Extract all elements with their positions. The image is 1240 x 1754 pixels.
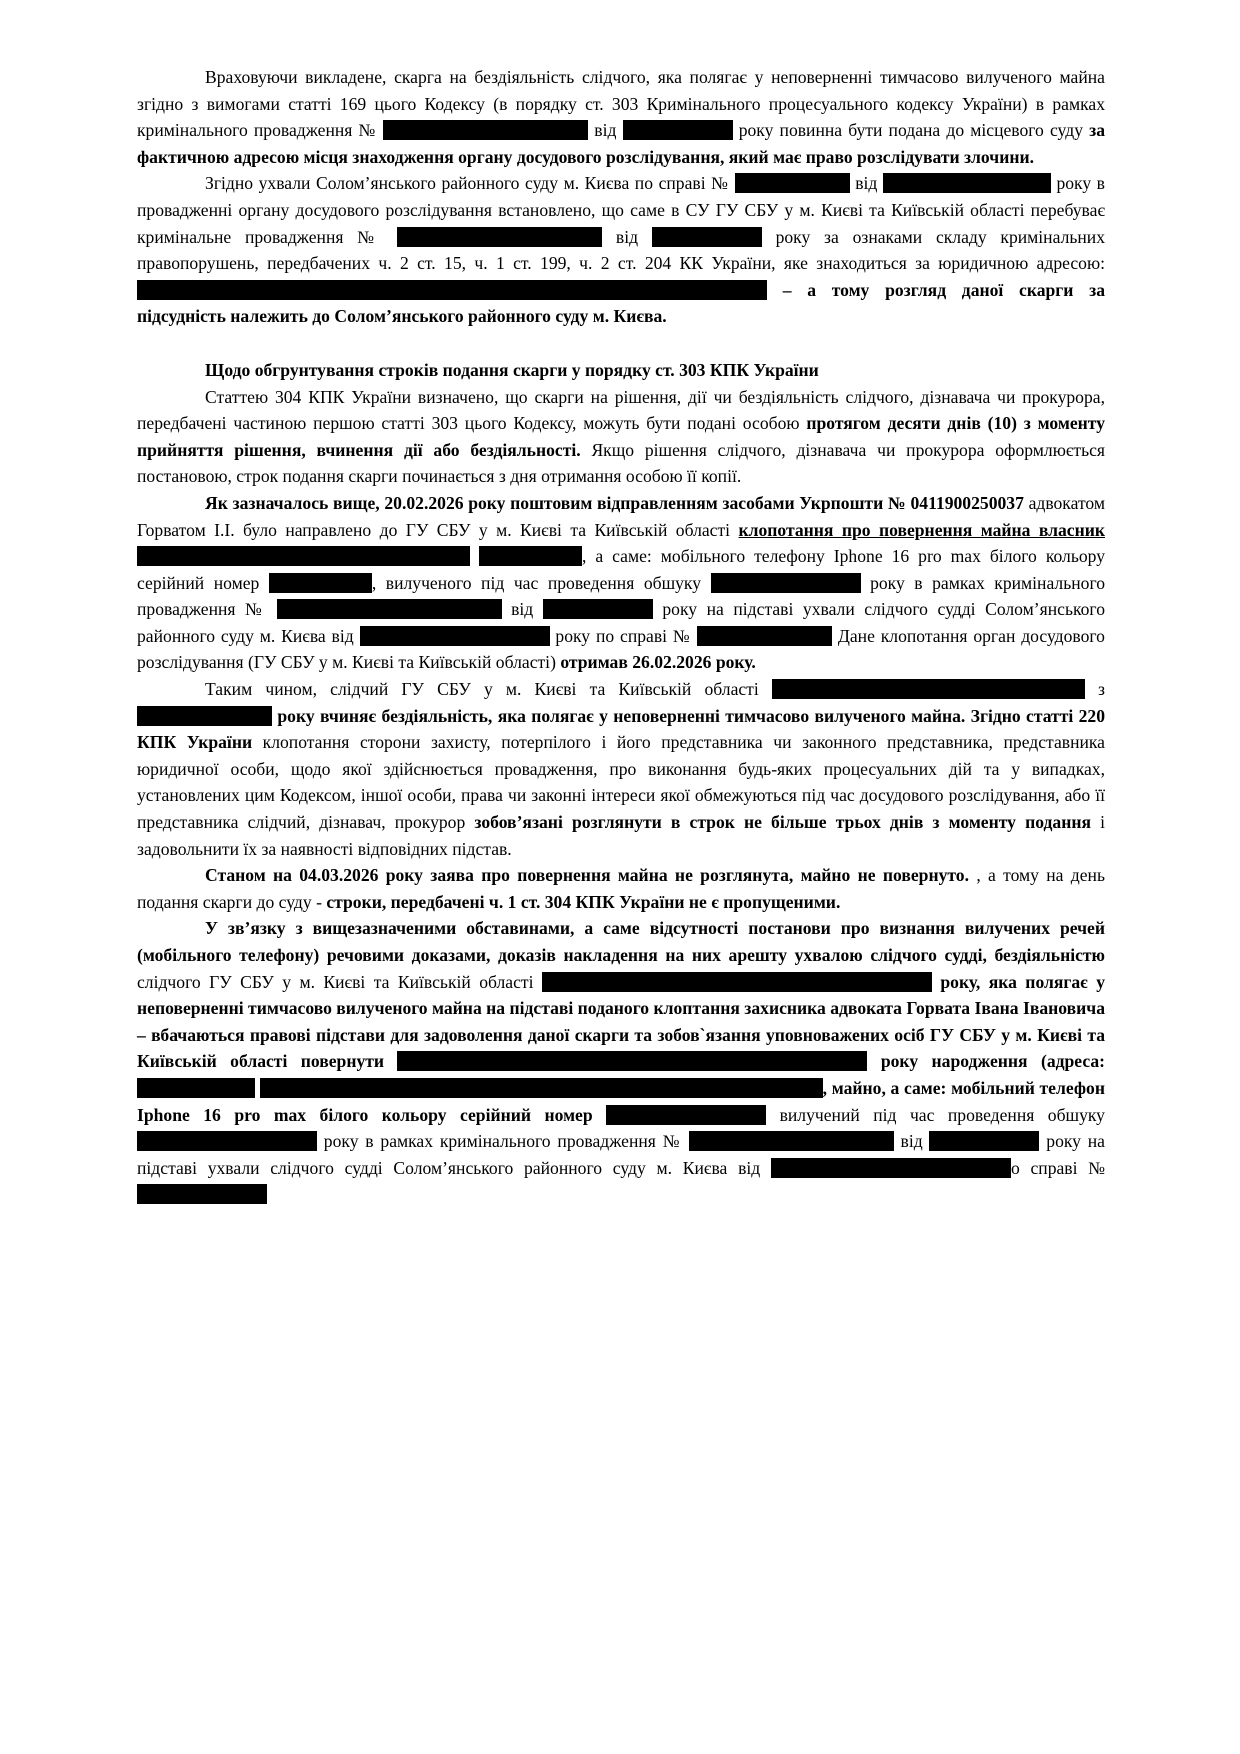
text-run: слідчого ГУ СБУ у м. Києві та Київській області xyxy=(137,971,542,992)
redaction-bar xyxy=(397,1051,867,1071)
redaction-bar xyxy=(260,1078,823,1098)
text-run: зобов’язані розглянути в строк не більше трьох днів з моменту подання xyxy=(474,812,1101,833)
text-run: року народження (адреса: xyxy=(867,1051,1106,1072)
text-run: вилучений під час проведення обшуку xyxy=(766,1104,1105,1125)
text-run: У зв’язку з вищезазначеними обставинами, а саме відсутності постанови про визнання вилучених речей (мобільного телефону) речовими доказами, доказів накладення на них арешту ухвалою слідчого судді, бездіяльністю xyxy=(137,918,1105,965)
text-run: від xyxy=(893,1131,930,1152)
redaction-bar xyxy=(360,626,550,646)
redaction-bar xyxy=(137,1078,255,1098)
paragraph-inactivity xyxy=(137,676,1105,862)
redaction-bar xyxy=(771,1158,1011,1178)
text-run: за фактичною адресою місця знаходження органу досудового розслідування, який має право розслідувати злочини. xyxy=(137,120,1106,167)
redaction-bar xyxy=(277,599,502,619)
paragraph-conclusion xyxy=(137,915,1105,1208)
text-run: року на підставі ухвали слідчого судді Солом’янського районного суду м. Києва від xyxy=(137,1131,1105,1178)
redaction-bar xyxy=(137,706,272,726)
text-run: , вилученого під час проведення обшуку xyxy=(371,572,711,593)
redaction-bar xyxy=(137,1131,317,1151)
redaction-bar xyxy=(137,1184,267,1204)
paragraph-status-date xyxy=(137,862,1105,915)
text-run: клопотання сторони захисту, потерпілого і його представника чи законного представника, представника юридичної особи, щодо якої здійснюється провадження, про виконання будь-яких процесуальних дій та у випадках, установлених цим Кодексом, іншої особи, права чи законні інтереси якої обмежуються під час досудового розслідування, або її представника слідчий, дізнавач, прокурор xyxy=(137,732,1105,833)
redaction-bar xyxy=(383,120,588,140)
redaction-bar xyxy=(137,280,767,300)
text-run: і задовольнити їх за наявності відповідних підстав. xyxy=(137,812,1105,859)
text-run: від xyxy=(602,226,652,247)
text-run: року в рамках кримінального провадження № xyxy=(137,572,1106,620)
text-run: – а тому розгляд даної скарги за підсудність належить до Солом’янського районного суду м. Києва. xyxy=(137,279,1105,327)
text-run: клопотання про повернення майна власник xyxy=(738,519,1106,540)
text-run: Статтею 304 КПК України визначено, що скарги на рішення, дії чи бездіяльність слідчого, дізнавача чи прокурора, передбачені частиною першою статті 303 цього Кодексу, можуть бути подані особою xyxy=(137,386,1105,434)
text-run: від xyxy=(588,120,623,141)
text-run: протягом десяти днів (10) з моменту прийняття рішення, вчинення дії або бездіяльності. xyxy=(137,413,1106,460)
text-run: року повинна бути подана до місцевого суду xyxy=(732,120,1090,141)
redaction-bar xyxy=(542,972,932,992)
text-run: Станом на 04.03.2026 року заява про повернення майна не розглянута, майно не повернуто. xyxy=(205,865,970,886)
redaction-bar xyxy=(479,546,582,566)
text-run: Згідно ухвали Солом’янського районного суду м. Києва по справі № xyxy=(205,173,735,194)
text-run: від xyxy=(849,173,883,194)
text-run: , а саме: мобільного телефону Iphone 16 pro max білого кольору серійний номер xyxy=(137,546,1105,593)
redaction-bar xyxy=(697,626,832,646)
redaction-bar xyxy=(543,599,653,619)
text-run: року в провадженні органу досудового розслідування встановлено, що саме в СУ ГУ СБУ у м. Києві та Київській області перебуває кримінальне провадження № xyxy=(137,173,1105,247)
text-run: Як зазначалось вище, 20.02.2026 року поштовим відправленням засобами Укрпошти № 0411900250037 xyxy=(205,492,1029,513)
text-run: о справі № xyxy=(1010,1157,1106,1178)
document-body xyxy=(137,64,1105,1208)
text-run: року на підставі ухвали слідчого судді Солом’янського районного суду м. Києва від xyxy=(137,599,1105,646)
paragraph-court-ruling xyxy=(137,170,1105,330)
text-run: , майно, а саме: мобільний телефон Iphone 16 pro max білого кольору серійний номер xyxy=(137,1077,1105,1125)
redaction-bar xyxy=(883,173,1051,193)
text-run: року вчиняє бездіяльність, яка полягає у неповерненні тимчасово вилученого майна. Згідно статті 220 КПК України xyxy=(137,705,1105,753)
redaction-bar xyxy=(772,679,1085,699)
text-run: Дане клопотання орган досудового розслідування (ГУ СБУ у м. Києві та Київській області) xyxy=(137,625,1105,673)
text-run: адвокатом Горватом І.І. було направлено до ГУ СБУ у м. Києві та Київській області xyxy=(137,492,1105,540)
text-run: року по справі № xyxy=(549,625,697,646)
redaction-bar xyxy=(623,120,733,140)
redaction-bar xyxy=(606,1105,766,1125)
redaction-bar xyxy=(929,1131,1039,1151)
text-run: , а тому на день подання скарги до суду - xyxy=(137,865,1105,912)
redaction-bar xyxy=(652,227,762,247)
text-run: Таким чином, слідчий ГУ СБУ у м. Києві та Київській області xyxy=(205,679,772,700)
redaction-bar xyxy=(137,546,470,566)
text-run: з xyxy=(1084,679,1105,700)
redaction-bar xyxy=(397,227,602,247)
redaction-bar xyxy=(689,1131,894,1151)
paragraph-article-304 xyxy=(137,384,1105,490)
paragraph-jurisdiction-intro xyxy=(137,64,1105,170)
text-run xyxy=(470,546,479,566)
section-heading-text: Щодо обгрунтування строків подання скарги у порядку ст. 303 КПК України xyxy=(205,359,819,380)
text-run: Якщо рішення слідчого, дізнавача чи прокурора оформлюється постановою, строк подання скарги починається з дня отримання особою її копії. xyxy=(137,439,1106,487)
text-run: року за ознаками складу кримінальних правопорушень, передбачених ч. 2 ст. 15, ч. 1 ст. 199, ч. 2 ст. 204 КК України, яке знаходиться за юридичною адресою: xyxy=(137,226,1105,274)
text-run: Враховуючи викладене, скарга на бездіяльність слідчого, яка полягає у неповерненні тимчасово вилученого майна згідно з вимогами статті 169 цього Кодексу (в порядку ст. 303 Кримінального процесуального кодексу України) в рамках кримінального провадження № xyxy=(137,67,1105,141)
text-run: року, яка полягає у неповерненні тимчасово вилученого майна на підставі поданого клоптання захисника адвоката Горвата Івана Івановича – вбачаються правові підстави для задоволення даної скарги та зобов`язання уповноважених осіб ГУ СБУ у м. Києві та Київській області повернути xyxy=(137,971,1106,1072)
text-run: року в рамках кримінального провадження № xyxy=(317,1131,689,1152)
paragraph-postal-request xyxy=(137,490,1105,676)
text-run: отримав 26.02.2026 року. xyxy=(560,652,756,673)
redaction-bar xyxy=(711,573,861,593)
redaction-bar xyxy=(735,173,850,193)
section-heading-terms xyxy=(137,357,1105,384)
text-run: строки, передбачені ч. 1 ст. 304 КПК України не є пропущеними. xyxy=(326,891,841,912)
redaction-bar xyxy=(269,573,372,593)
text-run: від xyxy=(501,599,543,620)
